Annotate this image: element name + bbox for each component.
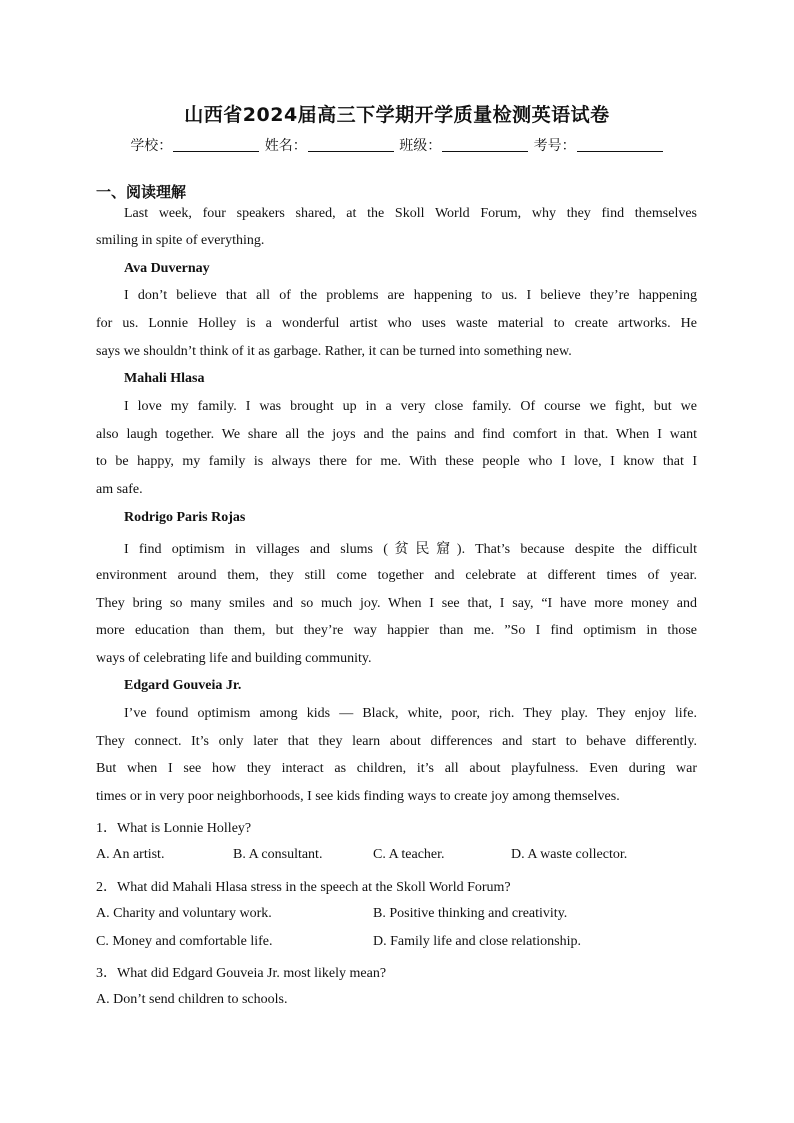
speaker-paragraph-line: I love my family. I was brought up in a very close family. Of course we fight, but we xyxy=(124,399,697,414)
speaker-paragraph-line: says we shouldn’t think of it as garbage. Rather, it can be turned into something new. xyxy=(96,344,572,359)
speaker-paragraph-line: They connect. It’s only later that they learn about differences and start to behave differently. xyxy=(96,734,697,749)
speaker-paragraph-line: They bring so many smiles and so much joy. When I see that, I say, “I have more money and xyxy=(96,596,697,611)
class-label: 班级： xyxy=(399,138,442,154)
page-title: 山西省2024届高三下学期开学质量检测英语试卷 xyxy=(184,104,610,126)
answer-option-d[interactable]: D. Family life and close relationship. xyxy=(373,934,582,949)
speaker-name: Rodrigo Paris Rojas xyxy=(124,510,246,525)
speaker-paragraph-line: for us. Lonnie Holley is a wonderful artist who uses waste material to create artworks. He xyxy=(96,316,697,331)
speaker-paragraph-line: But when I see how they interact as children, it’s all about playfulness. Even during war xyxy=(96,761,697,776)
passage-intro-line: smiling in spite of everything. xyxy=(96,233,265,248)
speaker-paragraph-line: I find optimism in villages and slums (贫民窟). That’s because despite the difficult xyxy=(124,542,697,557)
speaker-paragraph-line: I’ve found optimism among kids — Black, white, poor, rich. They play. They enjoy life. xyxy=(124,706,697,721)
question-stem: 2．What did Mahali Hlasa stress in the speech at the Skoll World Forum? xyxy=(96,880,511,895)
speaker-paragraph-line: environment around them, they still come together and celebrate at different times of year. xyxy=(96,568,697,583)
class-blank[interactable] xyxy=(442,151,528,152)
speaker-paragraph-line: times or in very poor neighborhoods, I see kids finding ways to create joy among themselves. xyxy=(96,789,620,804)
speaker-paragraph-line: I don’t believe that all of the problems are happening to us. I believe they’re happening xyxy=(124,288,697,303)
speaker-name: Ava Duvernay xyxy=(124,261,210,276)
speaker-paragraph-line: to be happy, my family is always there for me. With these people who I love, I know that I xyxy=(96,454,697,469)
speaker-paragraph-line: am safe. xyxy=(96,482,143,497)
passage-intro-line: Last week, four speakers shared, at the Skoll World Forum, why they find themselves xyxy=(124,206,697,221)
speaker-name: Edgard Gouveia Jr. xyxy=(124,678,242,693)
speaker-paragraph-line: ways of celebrating life and building community. xyxy=(96,651,372,666)
answer-option-a[interactable]: A. Don’t send children to schools. xyxy=(96,992,288,1007)
answer-option-a[interactable]: A. Charity and voluntary work. xyxy=(96,906,272,921)
name-label: 姓名： xyxy=(264,138,307,154)
answer-option-b[interactable]: B. Positive thinking and creativity. xyxy=(373,906,568,921)
exam-number-blank[interactable] xyxy=(577,151,663,152)
speaker-name: Mahali Hlasa xyxy=(124,371,205,386)
answer-option-c[interactable]: C. A teacher. xyxy=(373,847,445,862)
speaker-paragraph-line: more education than them, but they’re way happier than me. ”So I find optimism in those xyxy=(96,623,697,638)
school-label: 学校： xyxy=(130,138,173,154)
question-stem: 3．What did Edgard Gouveia Jr. most likely mean? xyxy=(96,966,387,981)
answer-option-d[interactable]: D. A waste collector. xyxy=(511,847,628,862)
exam-number-label: 考号： xyxy=(533,138,576,154)
answer-option-a[interactable]: A. An artist. xyxy=(96,847,165,862)
section-heading: 一、阅读理解 xyxy=(96,183,187,201)
school-blank[interactable] xyxy=(173,151,259,152)
speaker-paragraph-line: also laugh together. We share all the joys and the pains and find comfort in that. When I want xyxy=(96,427,697,442)
answer-option-b[interactable]: B. A consultant. xyxy=(233,847,323,862)
answer-option-c[interactable]: C. Money and comfortable life. xyxy=(96,934,273,949)
student-info-fields xyxy=(0,135,794,155)
name-blank[interactable] xyxy=(308,151,394,152)
question-stem: 1．What is Lonnie Holley? xyxy=(96,821,252,836)
